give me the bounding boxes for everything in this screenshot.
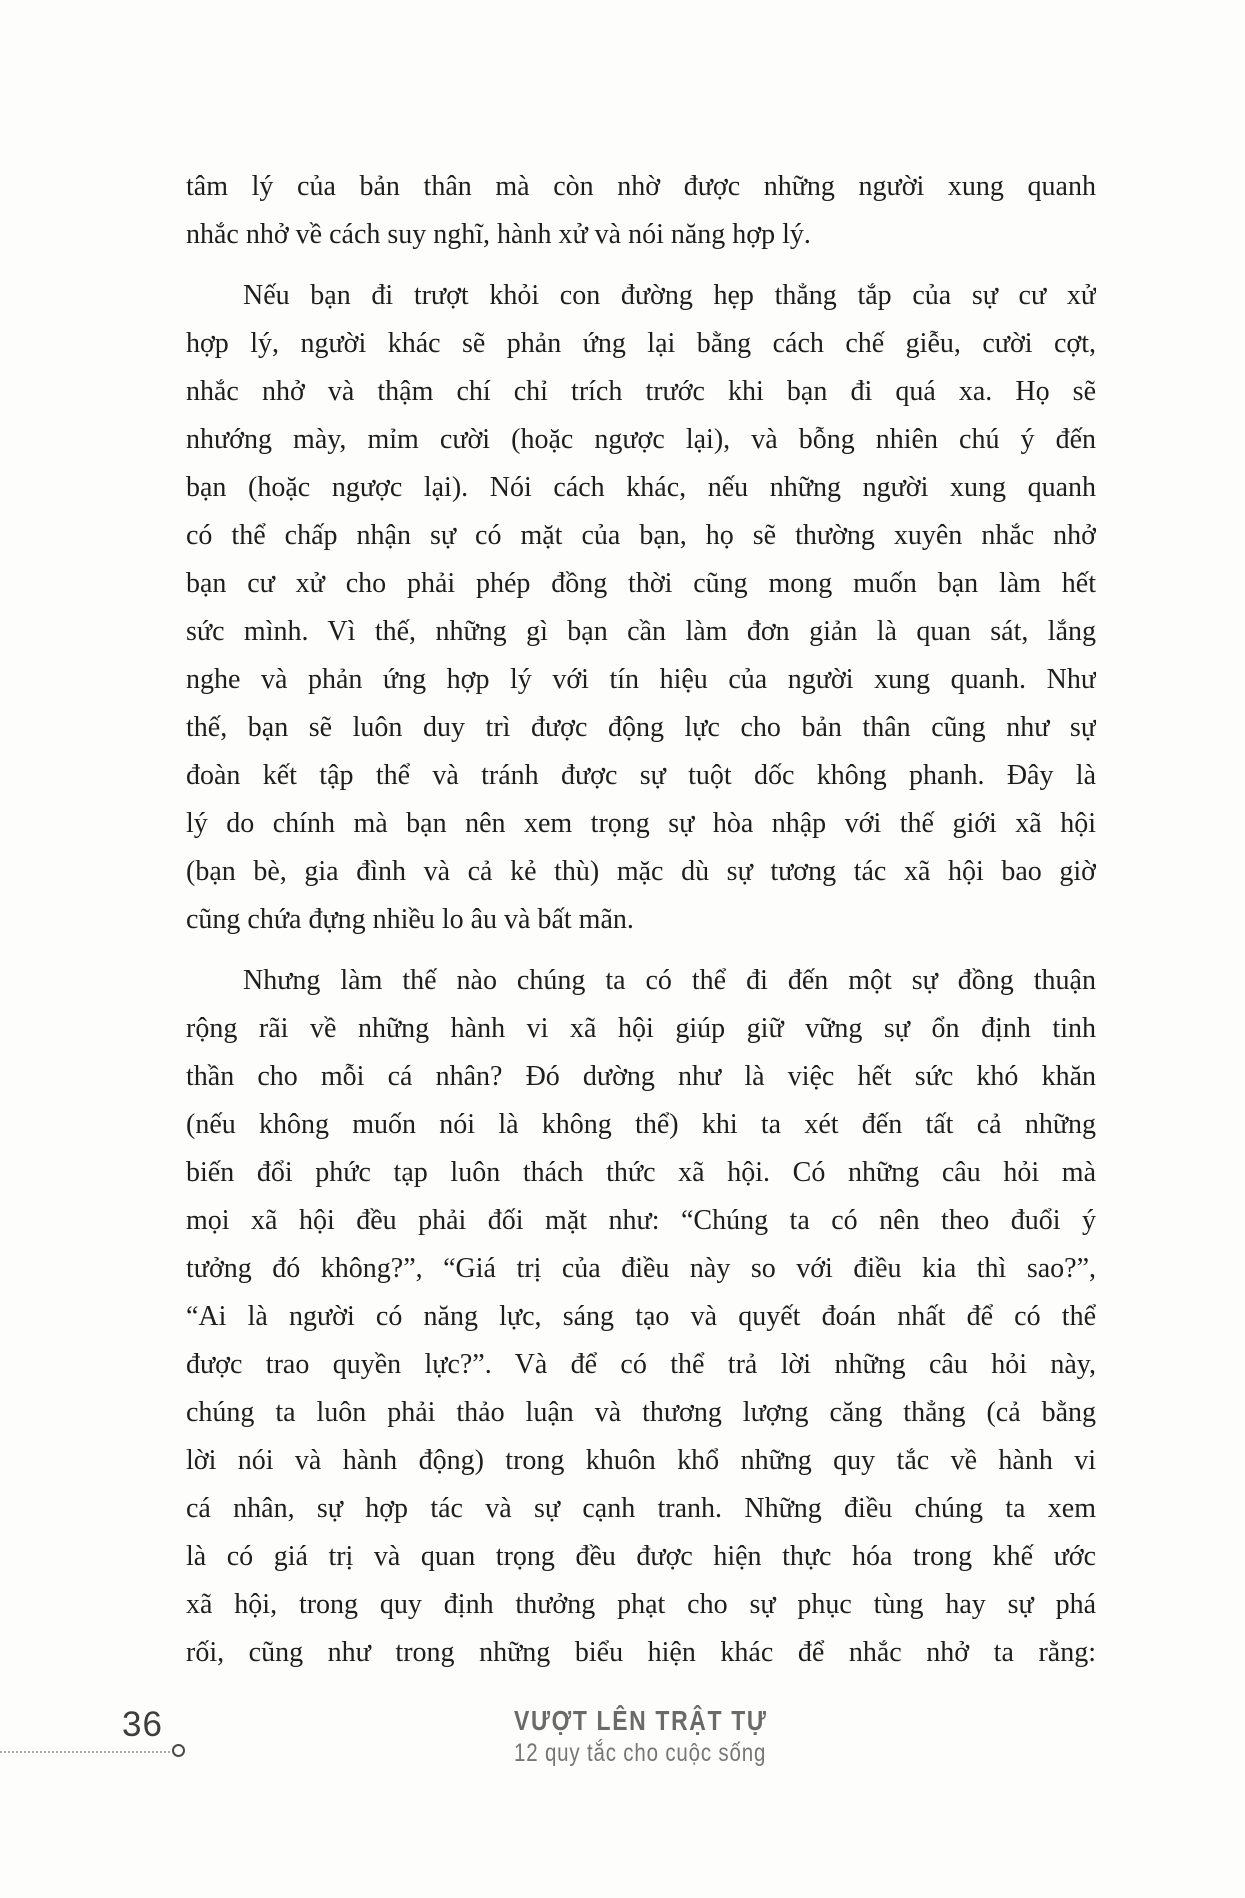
text-line: lời nói và hành động) trong khuôn khổ những quy tắc về hành vi: [186, 1445, 1096, 1476]
text-line: nhướng mày, mỉm cười (hoặc ngược lại), và bỗng nhiên chú ý đến: [186, 424, 1096, 455]
book-subtitle: [514, 1740, 844, 1768]
text-line: thế, bạn sẽ luôn duy trì được động lực cho bản thân cũng như sự: [186, 712, 1096, 743]
paragraph: [186, 163, 1096, 259]
text-line: chúng ta luôn phải thảo luận và thương lượng căng thẳng (cả bằng: [186, 1397, 1096, 1428]
book-title-text: VƯỢT LÊN TRẬT TỰ: [514, 1705, 768, 1736]
text-line: đoàn kết tập thể và tránh được sự tuột dốc không phanh. Đây là: [186, 760, 1096, 791]
body-text: [186, 163, 1096, 1677]
text-line: nghe và phản ứng hợp lý với tín hiệu của người xung quanh. Như: [186, 664, 1096, 695]
text-line: nhắc nhở và thậm chí chỉ trích trước khi bạn đi quá xa. Họ sẽ: [186, 376, 1096, 407]
text-line: tâm lý của bản thân mà còn nhờ được những người xung quanh: [186, 171, 1096, 202]
text-line: thần cho mỗi cá nhân? Đó dường như là việc hết sức khó khăn: [186, 1061, 1096, 1092]
book-subtitle-text: 12 quy tắc cho cuộc sống: [514, 1738, 767, 1767]
text-line: xã hội, trong quy định thưởng phạt cho sự phục tùng hay sự phá: [186, 1589, 1096, 1620]
text-line: được trao quyền lực?”. Và để có thể trả lời những câu hỏi này,: [186, 1349, 1096, 1380]
text-line: bạn (hoặc ngược lại). Nói cách khác, nếu những người xung quanh: [186, 472, 1096, 503]
text-line: lý do chính mà bạn nên xem trọng sự hòa nhập với thế giới xã hội: [186, 808, 1096, 839]
running-footer: [514, 1706, 844, 1767]
text-line: hợp lý, người khác sẽ phản ứng lại bằng cách chế giễu, cười cợt,: [186, 328, 1096, 359]
text-line: (bạn bè, gia đình và cả kẻ thù) mặc dù sự tương tác xã hội bao giờ: [186, 856, 1096, 887]
text-line: có thể chấp nhận sự có mặt của bạn, họ sẽ thường xuyên nhắc nhở: [186, 520, 1096, 551]
text-line: là có giá trị và quan trọng đều được hiện thực hóa trong khế ước: [186, 1541, 1096, 1572]
text-line: biến đổi phức tạp luôn thách thức xã hội. Có những câu hỏi mà: [186, 1157, 1096, 1188]
footer-circle-ornament: [172, 1744, 185, 1757]
text-line: rối, cũng như trong những biểu hiện khác để nhắc nhở ta rằng:: [186, 1637, 1096, 1668]
text-line: nhắc nhở về cách suy nghĩ, hành xử và nói năng hợp lý.: [186, 219, 811, 250]
text-line: bạn cư xử cho phải phép đồng thời cũng mong muốn bạn làm hết: [186, 568, 1096, 599]
text-line: sức mình. Vì thế, những gì bạn cần làm đơn giản là quan sát, lắng: [186, 616, 1096, 647]
text-line: rộng rãi về những hành vi xã hội giúp giữ vững sự ổn định tinh: [186, 1013, 1096, 1044]
text-line: “Ai là người có năng lực, sáng tạo và quyết đoán nhất để có thể: [186, 1301, 1096, 1332]
paragraph: [186, 272, 1096, 944]
text-line: (nếu không muốn nói là không thể) khi ta xét đến tất cả những: [186, 1109, 1096, 1140]
footer-dotted-rule: [0, 1751, 170, 1753]
text-line: Nếu bạn đi trượt khỏi con đường hẹp thẳng tắp của sự cư xử: [243, 280, 1096, 311]
text-line: tưởng đó không?”, “Giá trị của điều này so với điều kia thì sao?”,: [186, 1253, 1096, 1284]
text-line: cá nhân, sự hợp tác và sự cạnh tranh. Những điều chúng ta xem: [186, 1493, 1096, 1524]
page-number: 36: [122, 1705, 163, 1744]
text-line: mọi xã hội đều phải đối mặt như: “Chúng ta có nên theo đuổi ý: [186, 1205, 1096, 1236]
paragraph: [186, 957, 1096, 1677]
book-title: [514, 1706, 844, 1737]
text-line: cũng chứa đựng nhiều lo âu và bất mãn.: [186, 904, 634, 935]
text-line: Nhưng làm thế nào chúng ta có thể đi đến một sự đồng thuận: [243, 965, 1096, 996]
